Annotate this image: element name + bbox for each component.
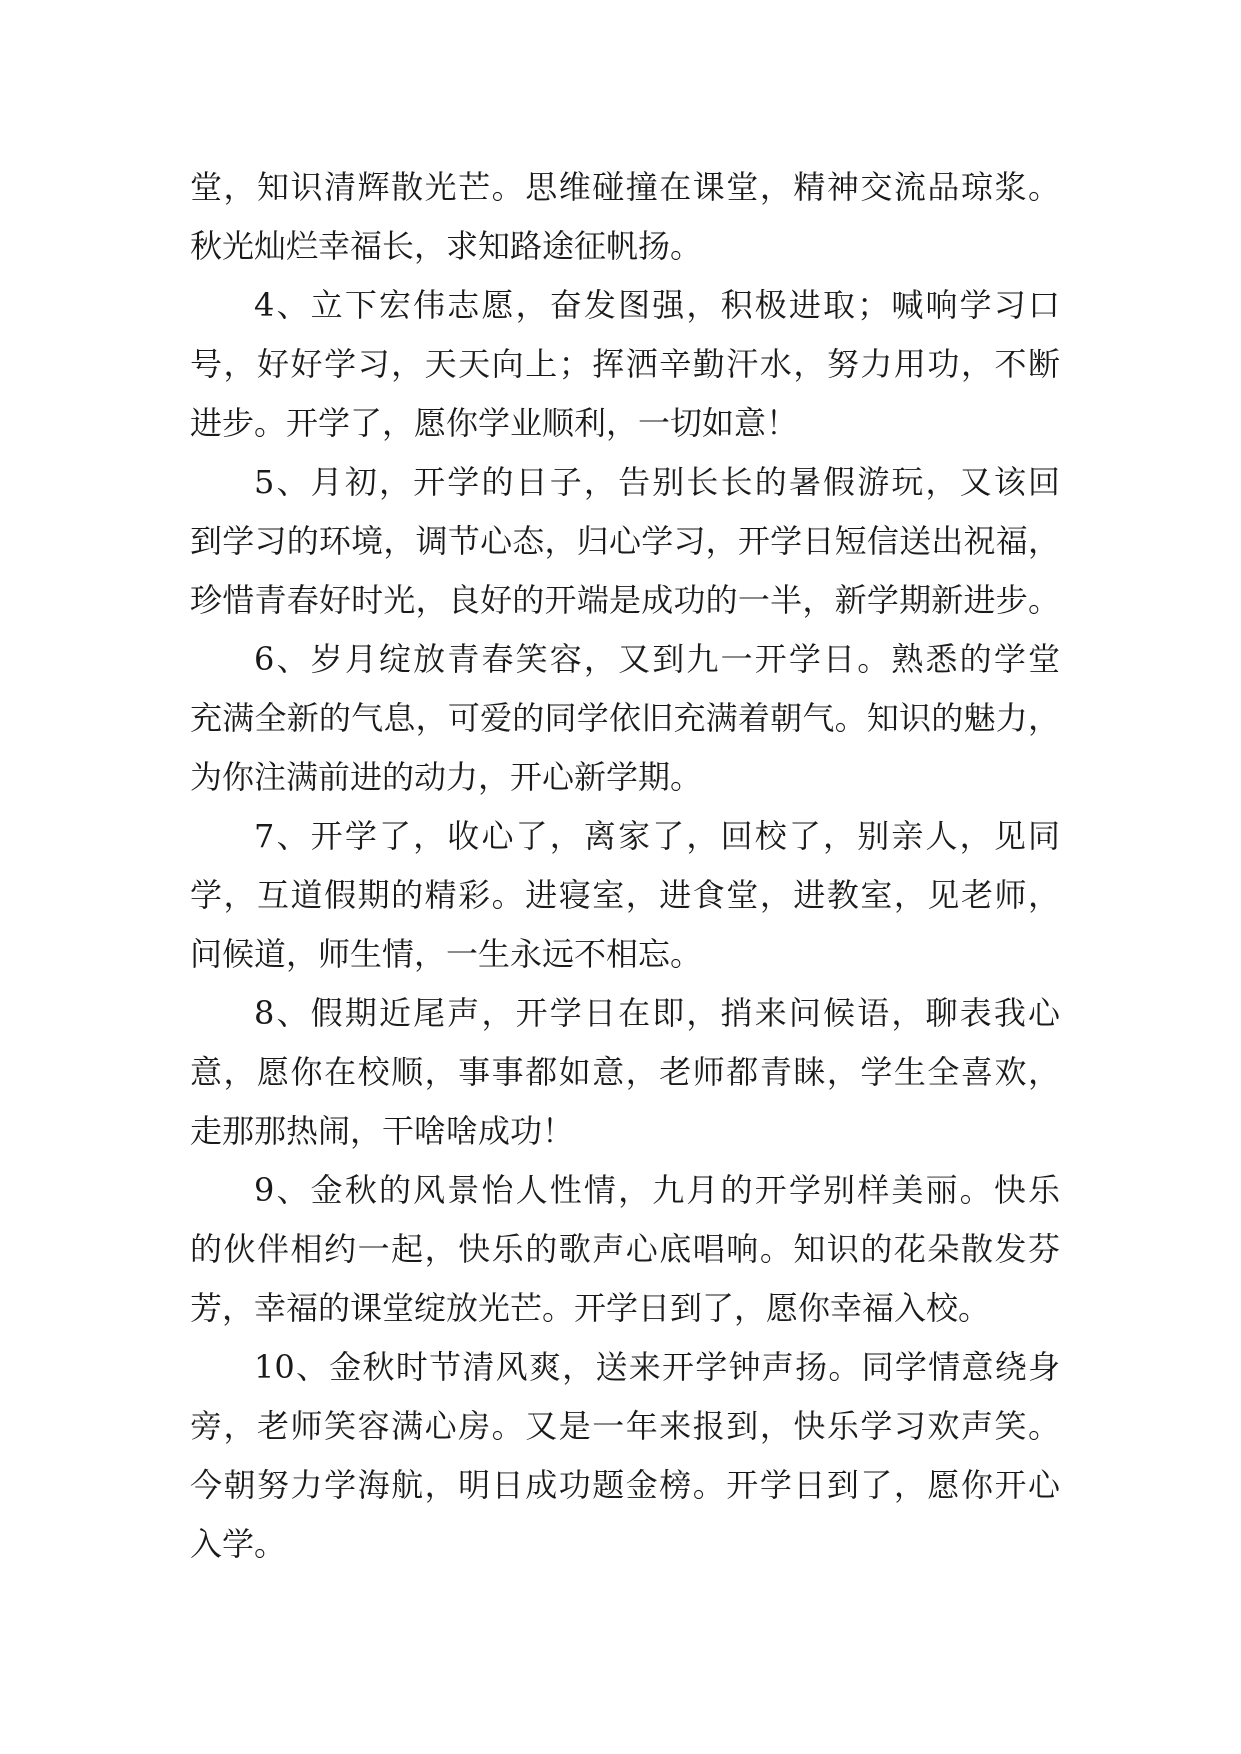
text-line: 珍惜青春好时光，良好的开端是成功的一半，新学期新进步。 bbox=[190, 581, 1060, 619]
text-line: 的伙伴相约一起，快乐的歌声心底唱响。知识的花朵散发芬 bbox=[190, 1230, 1060, 1268]
text-line: 堂，知识清辉散光芒。思维碰撞在课堂，精神交流品琼浆。 bbox=[190, 168, 1060, 206]
text-line: 学，互道假期的精彩。进寝室，进食堂，进教室，见老师， bbox=[190, 876, 1060, 914]
text-line: 今朝努力学海航，明日成功题金榜。开学日到了，愿你开心 bbox=[190, 1466, 1060, 1504]
text-line: 芳，幸福的课堂绽放光芒。开学日到了，愿你幸福入校。 bbox=[190, 1289, 991, 1327]
paragraph-start-line: 6、岁月绽放青春笑容，又到九一开学日。熟悉的学堂 bbox=[254, 640, 1060, 678]
paragraph-start-line: 4、立下宏伟志愿，奋发图强，积极进取；喊响学习口 bbox=[254, 286, 1060, 324]
text-line: 意，愿你在校顺，事事都如意，老师都青睐，学生全喜欢， bbox=[190, 1053, 1060, 1091]
text-line: 旁，老师笑容满心房。又是一年来报到，快乐学习欢声笑。 bbox=[190, 1407, 1060, 1445]
text-line: 号，好好学习，天天向上；挥洒辛勤汗水，努力用功，不断 bbox=[190, 345, 1060, 383]
text-line: 入学。 bbox=[190, 1525, 287, 1563]
text-line: 到学习的环境，调节心态，归心学习，开学日短信送出祝福， bbox=[190, 522, 1060, 560]
text-line: 充满全新的气息，可爱的同学依旧充满着朝气。知识的魅力， bbox=[190, 699, 1060, 737]
paragraph-start-line: 8、假期近尾声，开学日在即，捎来问候语，聊表我心 bbox=[254, 994, 1060, 1032]
paragraph-start-line: 9、金秋的风景怡人性情，九月的开学别样美丽。快乐 bbox=[254, 1171, 1060, 1209]
paragraph-start-line: 10、金秋时节清风爽，送来开学钟声扬。同学情意绕身 bbox=[254, 1348, 1060, 1386]
text-line: 秋光灿烂幸福长，求知路途征帆扬。 bbox=[190, 227, 703, 265]
text-line: 为你注满前进的动力，开心新学期。 bbox=[190, 758, 703, 796]
text-line: 问候道，师生情，一生永远不相忘。 bbox=[190, 935, 703, 973]
text-line: 进步。开学了，愿你学业顺利，一切如意！ bbox=[190, 404, 799, 442]
paragraph-start-line: 5、月初，开学的日子，告别长长的暑假游玩，又该回 bbox=[254, 463, 1060, 501]
document-body bbox=[190, 158, 1060, 1574]
text-line: 走那那热闹，干啥啥成功！ bbox=[190, 1112, 575, 1150]
paragraph-start-line: 7、开学了，收心了，离家了，回校了，别亲人，见同 bbox=[254, 817, 1060, 855]
